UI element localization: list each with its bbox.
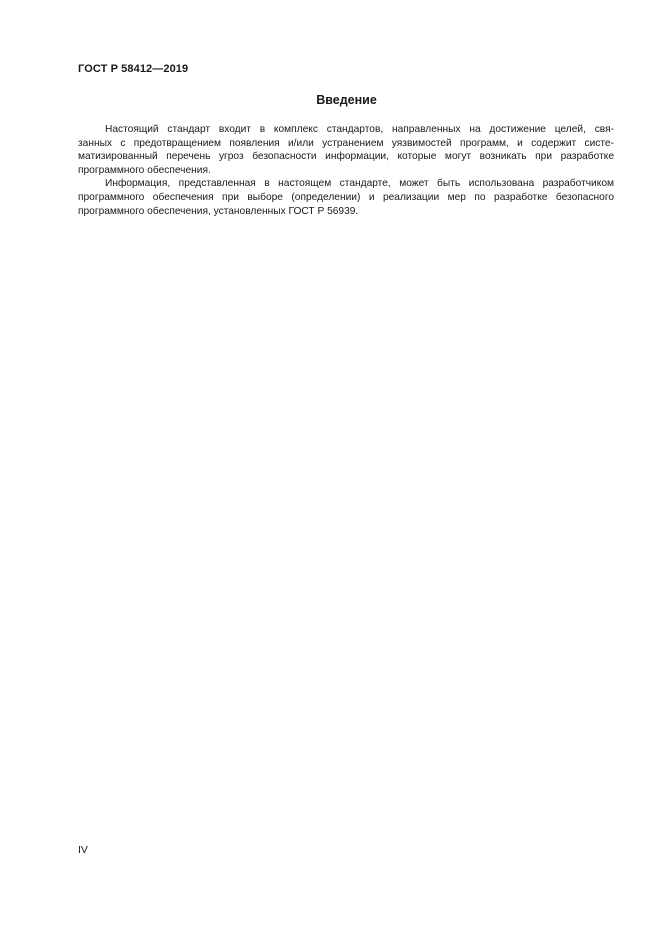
body-text	[78, 123, 614, 218]
paragraph-line: занных с предотвращением появления и/или устранением уязвимостей программ, и содержит систе-	[78, 137, 614, 149]
paragraph-line: программного обеспечения.	[78, 164, 211, 176]
document-code: ГОСТ Р 58412—2019	[78, 63, 189, 75]
paragraph-2	[78, 177, 614, 218]
paragraph-line: Информация, представленная в настоящем стандарте, может быть использована разработчиком	[105, 178, 614, 190]
paragraph-line: Настоящий стандарт входит в комплекс стандартов, направленных на достижение целей, свя-	[105, 124, 614, 135]
paragraph-line: программного обеспечения, установленных ГОСТ Р 56939.	[78, 205, 359, 217]
page-number: IV	[78, 844, 88, 856]
paragraph-1	[78, 123, 614, 177]
section-title-text: Введение	[316, 93, 377, 107]
paragraph-line: матизированный перечень угроз безопасности информации, которые могут возникать при разработке	[78, 151, 614, 163]
paragraph-line: программного обеспечения при выборе (определении) и реализации мер по разработке безопасного	[78, 191, 614, 203]
section-title	[0, 93, 661, 107]
